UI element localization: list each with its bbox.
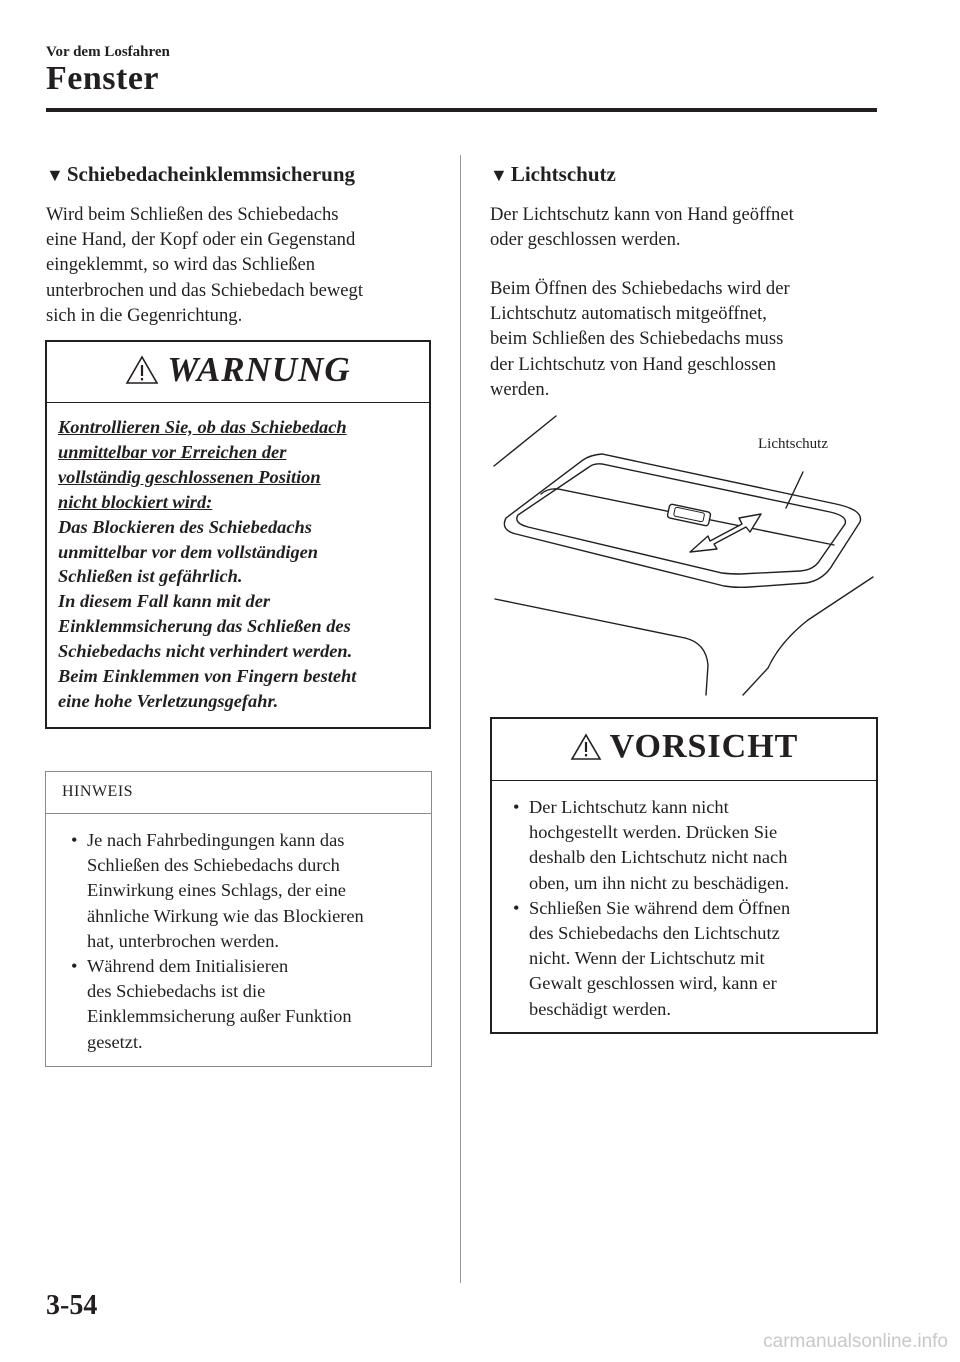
note-box bbox=[45, 771, 432, 1067]
caution-header bbox=[492, 719, 876, 781]
section-title-text: Schiebedacheinklemmsicherung bbox=[66, 162, 356, 186]
warning-header bbox=[47, 342, 429, 403]
handle-icon bbox=[667, 504, 711, 526]
note-header bbox=[46, 772, 431, 814]
list-item-text: Während dem Initialisieren des Schiebedachs ist die Einklemmsicherung außer Funktion gesetzt. bbox=[87, 956, 352, 1052]
section-title-einklemmsicherung bbox=[46, 162, 355, 187]
warning-line: Schiebedachs nicht verhindert werden. bbox=[58, 641, 353, 662]
caution-box bbox=[490, 717, 878, 1034]
watermark: carmanualsonline.info bbox=[763, 1331, 948, 1352]
warning-underlined-line: nicht blockiert wird: bbox=[58, 491, 213, 512]
section-marker-icon: ▼ bbox=[46, 165, 64, 185]
caution-list bbox=[502, 795, 878, 1022]
sunshade-illustration bbox=[488, 410, 878, 700]
warning-underlined-line: unmittelbar vor Erreichen der bbox=[58, 441, 287, 462]
warning-text bbox=[58, 415, 428, 714]
section-title-lichtschutz bbox=[490, 162, 616, 187]
column-divider bbox=[460, 155, 461, 1283]
section-body-einklemmsicherung: Wird beim Schließen des Schiebedachs eine Hand, der Kopf oder ein Gegenstand eingeklemmt, so wird das Schließen unterbrochen und das Schiebedach bewegt sich in die Gegenrichtung. bbox=[46, 204, 364, 326]
warning-line: Einklemmsicherung das Schließen des bbox=[58, 616, 351, 637]
breadcrumb: Vor dem Losfahren bbox=[46, 44, 170, 60]
warning-line: In diesem Fall kann mit der bbox=[58, 591, 271, 612]
caution-title: VORSICHT bbox=[609, 728, 799, 765]
warning-triangle-icon bbox=[125, 355, 159, 385]
header-rule bbox=[46, 108, 877, 112]
warning-line: unmittelbar vor dem vollständigen bbox=[58, 541, 319, 562]
section-title-text: Lichtschutz bbox=[510, 162, 616, 186]
lichtschutz-paragraph-1: Der Lichtschutz kann von Hand geöffnet oder geschlossen werden. bbox=[490, 204, 794, 251]
list-item bbox=[60, 828, 432, 954]
warning-box bbox=[45, 340, 431, 729]
list-item-text: Schließen Sie während dem Öffnen des Schiebedachs den Lichtschutz nicht. Wenn der Lichtschutz mit Gewalt geschlossen wird, kann er beschädigt werden. bbox=[529, 897, 791, 1019]
warning-line: Das Blockieren des Schiebedachs bbox=[58, 516, 312, 537]
note-list bbox=[60, 828, 432, 1055]
list-item-text: Je nach Fahrbedingungen kann das Schließen des Schiebedachs durch Einwirkung eines Schlags, der eine ähnliche Wirkung wie das Blockieren hat, unterbrochen werden. bbox=[87, 830, 364, 951]
figure-label-lichtschutz: Lichtschutz bbox=[758, 436, 828, 452]
list-item bbox=[502, 795, 878, 896]
note-title: HINWEIS bbox=[62, 783, 134, 800]
caution-triangle-icon bbox=[570, 733, 602, 761]
bullet-icon: • bbox=[513, 897, 520, 918]
page-number: 3-54 bbox=[46, 1290, 98, 1321]
chapter-title: Fenster bbox=[46, 60, 160, 97]
bullet-icon: • bbox=[71, 956, 78, 977]
list-item-text: Der Lichtschutz kann nicht hochgestellt werden. Drücken Sie deshalb den Lichtschutz nicht nach oben, um ihn nicht zu beschädigen. bbox=[529, 797, 789, 893]
warning-underlined-line: vollständig geschlossenen Position bbox=[58, 466, 321, 487]
warning-title: WARNUNG bbox=[167, 350, 351, 389]
warning-line: Schließen ist gefährlich. bbox=[58, 566, 243, 587]
lichtschutz-paragraph-2: Beim Öffnen des Schiebedachs wird der Lichtschutz automatisch mitgeöffnet, beim Schließen des Schiebedachs muss der Lichtschutz von Hand geschlossen werden. bbox=[490, 278, 790, 400]
list-item bbox=[502, 896, 878, 1022]
warning-line: Beim Einklemmen von Fingern besteht bbox=[58, 666, 357, 687]
warning-line: eine hohe Verletzungsgefahr. bbox=[58, 690, 279, 711]
section-marker-icon: ▼ bbox=[490, 165, 508, 185]
bullet-icon: • bbox=[513, 797, 520, 817]
bullet-icon: • bbox=[71, 830, 78, 850]
warning-underlined-line: Kontrollieren Sie, ob das Schiebedach bbox=[58, 417, 347, 437]
list-item bbox=[60, 954, 432, 1055]
